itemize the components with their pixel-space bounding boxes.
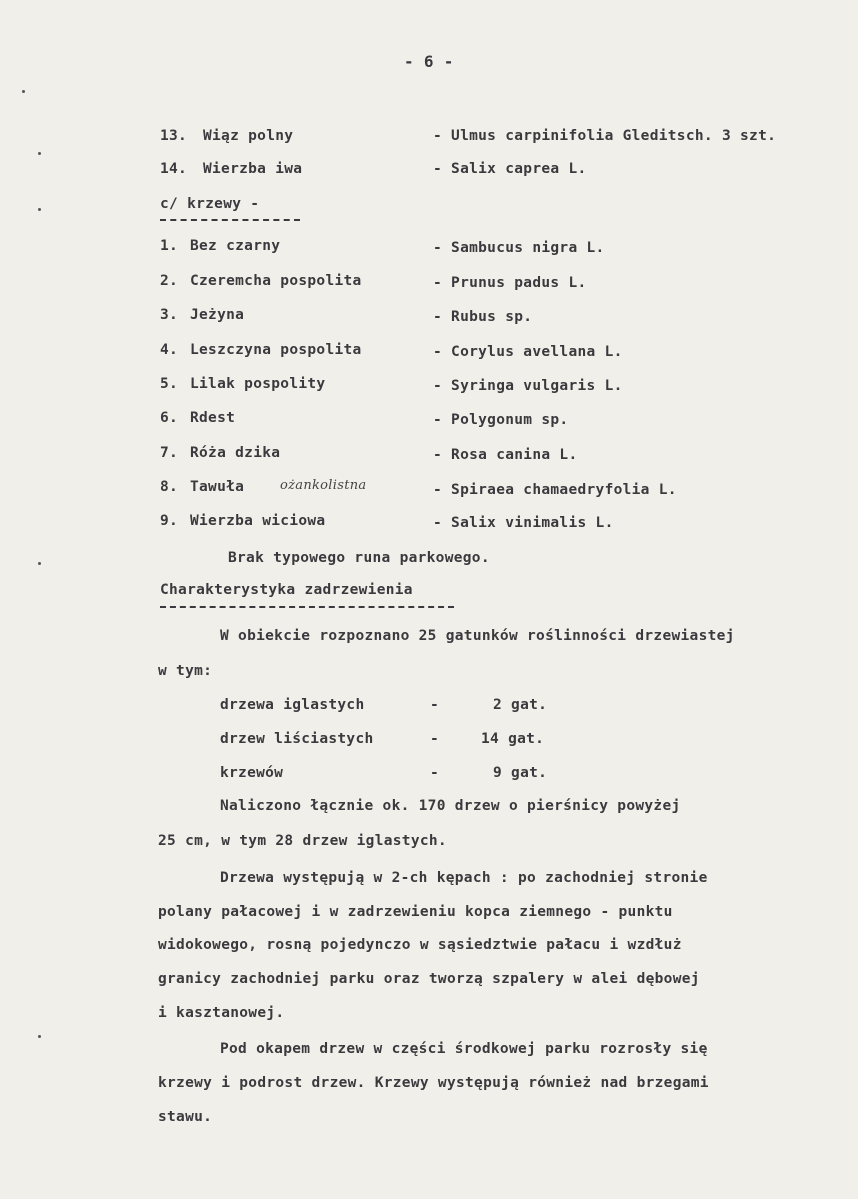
list-item-number: 5. xyxy=(160,376,179,392)
list-item-latin: - Rosa canina L. xyxy=(433,447,578,463)
list-item-name: Wierzba iwa xyxy=(203,161,303,177)
count-label: krzewów xyxy=(220,765,284,781)
paragraph-line: stawu. xyxy=(158,1109,213,1125)
list-item-latin: - Sambucus nigra L. xyxy=(433,240,605,256)
list-item-number: 6. xyxy=(160,410,179,426)
margin-speck xyxy=(38,562,41,565)
list-item-name: Leszczyna pospolita xyxy=(190,342,362,358)
count-dash: - xyxy=(430,731,440,747)
paragraph-line: i kasztanowej. xyxy=(158,1005,285,1021)
list-item-name: Rdest xyxy=(190,410,236,426)
list-item-latin: - Syringa vulgaris L. xyxy=(433,378,623,394)
heading-underline xyxy=(160,606,454,608)
list-item-number: 9. xyxy=(160,513,179,529)
paragraph-line: granicy zachodniej parku oraz tworzą szpalery w alei dębowej xyxy=(158,971,700,987)
paragraph-line: Pod okapem drzew w części środkowej parku rozrosły się xyxy=(220,1041,708,1057)
list-item-name: Jeżyna xyxy=(190,307,245,323)
list-item-name: Bez czarny xyxy=(190,238,281,254)
paragraph-line: w tym: xyxy=(158,663,213,679)
list-item-latin: - Ulmus carpinifolia Gleditsch. 3 szt. xyxy=(433,128,777,144)
list-item-latin: - Salix vinimalis L. xyxy=(433,515,614,531)
list-item-number: 4. xyxy=(160,342,179,358)
list-item-name: Wierzba wiciowa xyxy=(190,513,326,529)
section-heading-characteristics: Charakterystyka zadrzewienia xyxy=(160,582,413,598)
list-item-name: Róża dzika xyxy=(190,445,281,461)
page-number: - 6 - xyxy=(404,52,454,71)
list-item-latin: - Rubus sp. xyxy=(433,309,533,325)
margin-speck xyxy=(38,152,41,155)
list-item-number: 2. xyxy=(160,273,179,289)
count-value: 14 gat. xyxy=(481,731,545,747)
paragraph-line: W obiekcie rozpoznano 25 gatunków roślinności drzewiastej xyxy=(220,628,735,644)
list-item-name: Tawuła xyxy=(190,479,245,495)
list-item-number: 8. xyxy=(160,479,179,495)
paragraph-line: Drzewa występują w 2-ch kępach : po zachodniej stronie xyxy=(220,870,708,886)
list-item-name: Wiąz polny xyxy=(203,128,294,144)
list-item-number: 7. xyxy=(160,445,179,461)
paragraph-line: krzewy i podrost drzew. Krzewy występują również nad brzegami xyxy=(158,1075,709,1091)
list-item-latin: - Polygonum sp. xyxy=(433,412,569,428)
margin-speck xyxy=(22,90,25,93)
list-item-latin: - Corylus avellana L. xyxy=(433,344,623,360)
no-undergrowth-note: Brak typowego runa parkowego. xyxy=(228,550,490,566)
count-value: 2 gat. xyxy=(493,697,548,713)
count-label: drzewa iglastych xyxy=(220,697,365,713)
list-item-number: 1. xyxy=(160,238,179,254)
list-item-name: Czeremcha pospolita xyxy=(190,273,362,289)
count-label: drzew liściastych xyxy=(220,731,374,747)
list-item-number: 13. xyxy=(160,128,188,144)
list-item-latin: - Prunus padus L. xyxy=(433,275,587,291)
count-value: 9 gat. xyxy=(493,765,548,781)
list-item-number: 3. xyxy=(160,307,179,323)
heading-underline xyxy=(160,219,300,221)
list-item-latin: - Salix caprea L. xyxy=(433,161,587,177)
paragraph-line: Naliczono łącznie ok. 170 drzew o pierśnicy powyżej xyxy=(220,798,681,814)
margin-speck xyxy=(38,208,41,211)
list-item-name: Lilak pospolity xyxy=(190,376,326,392)
count-dash: - xyxy=(430,697,440,713)
section-heading-shrubs: c/ krzewy - xyxy=(160,196,260,212)
count-dash: - xyxy=(430,765,440,781)
list-item-latin: - Spiraea chamaedryfolia L. xyxy=(433,482,677,498)
margin-speck xyxy=(38,1035,41,1038)
handwritten-note: ożankolistna xyxy=(280,478,367,493)
paragraph-line: 25 cm, w tym 28 drzew iglastych. xyxy=(158,833,447,849)
paragraph-line: widokowego, rosną pojedynczo w sąsiedztwie pałacu i wzdłuż xyxy=(158,937,682,953)
paragraph-line: polany pałacowej i w zadrzewieniu kopca ziemnego - punktu xyxy=(158,904,673,920)
list-item-number: 14. xyxy=(160,161,188,177)
